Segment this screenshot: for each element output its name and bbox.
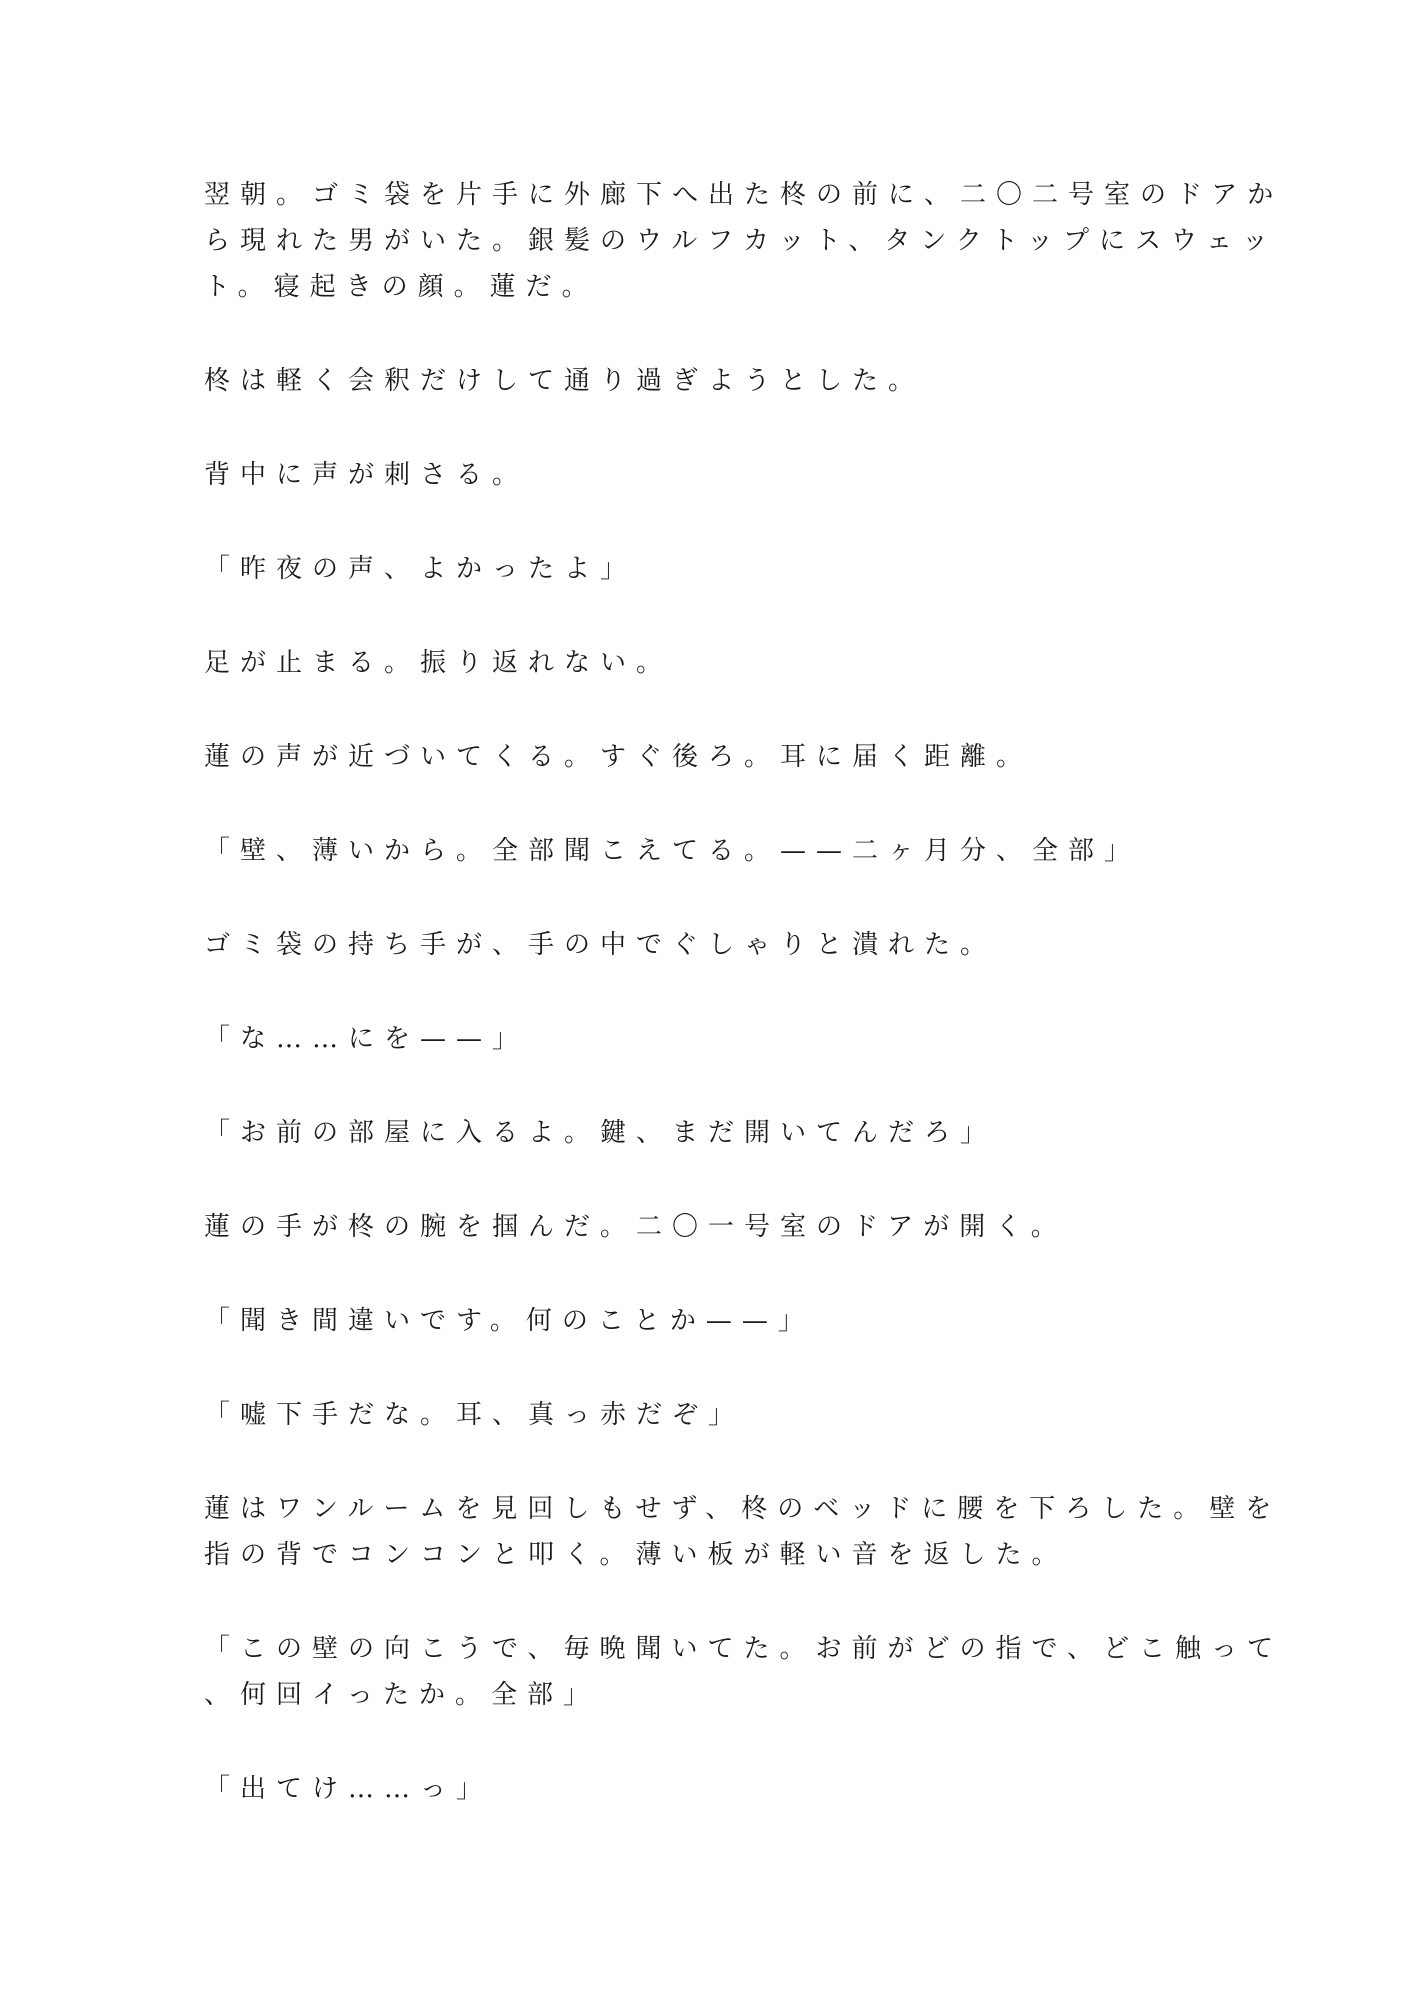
dialogue-paragraph [204,1298,1210,1344]
dialogue-paragraph [204,828,1210,874]
paragraph [204,640,1210,686]
text-line: 「この壁の向こうで、毎晩聞いてた。お前がどの指で、どこ触って [204,1634,1283,1664]
paragraph [204,172,1284,310]
text-line: 「壁、薄いから。全部聞こえてる。——二ヶ月分、全部」 [204,836,1141,866]
dialogue-paragraph [204,1766,1210,1812]
text-line: 「嘘下手だな。耳、真っ赤だぞ」 [204,1400,745,1430]
paragraph [204,734,1210,780]
paragraph [204,922,1210,968]
text-line: 、何回イったか。全部」 [204,1680,599,1710]
text-line: 蓮の声が近づいてくる。すぐ後ろ。耳に届く距離。 [204,742,1033,772]
text-line: 背中に声が刺さる。 [204,460,529,490]
text-line: ら現れた男がいた。銀髪のウルフカット、タンクトップにスウェッ [204,226,1279,256]
dialogue-paragraph [204,1392,1210,1438]
text-line: ゴミ袋の持ち手が、手の中でぐしゃりと潰れた。 [204,930,997,960]
dialogue-paragraph [204,1626,1283,1718]
text-line: 「昨夜の声、よかったよ」 [204,554,637,584]
paragraph [204,1204,1210,1250]
text-line: 「な……にを——」 [204,1024,529,1054]
paragraph [204,1486,1282,1578]
text-line: 指の背でコンコンと叩く。薄い板が軽い音を返した。 [204,1540,1068,1570]
text-line: 足が止まる。振り返れない。 [204,648,673,678]
paragraph [204,358,1210,404]
paragraph [204,452,1210,498]
text-line: ト。寝起きの顔。蓮だ。 [204,272,598,302]
dialogue-paragraph [204,546,1210,592]
text-line: 「お前の部屋に入るよ。鍵、まだ開いてんだろ」 [204,1118,997,1148]
dialogue-paragraph [204,1110,1210,1156]
body-text [204,172,1284,1860]
text-line: 蓮はワンルームを見回しもせず、柊のベッドに腰を下ろした。壁を [204,1494,1282,1524]
text-line: 蓮の手が柊の腕を掴んだ。二〇一号室のドアが開く。 [204,1212,1067,1242]
text-line: 柊は軽く会釈だけして通り過ぎようとした。 [204,366,925,396]
text-line: 「聞き間違いです。何のことか——」 [204,1306,814,1336]
text-line: 「出てけ……っ」 [204,1774,493,1804]
dialogue-paragraph [204,1016,1210,1062]
text-line: 翌朝。ゴミ袋を片手に外廊下へ出た柊の前に、二〇二号室のドアか [204,180,1284,210]
